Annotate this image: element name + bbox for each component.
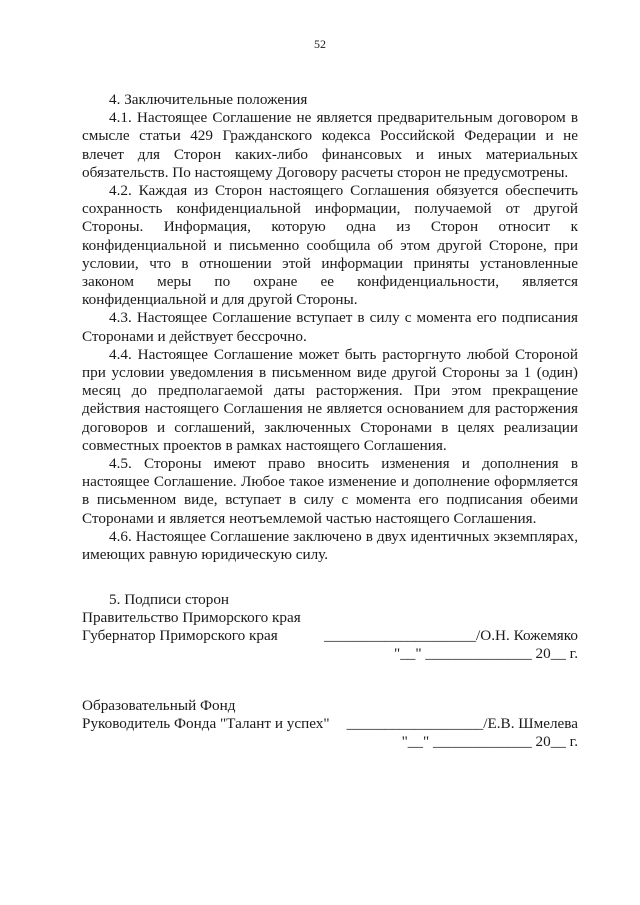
- org-name: Правительство Приморского края: [82, 609, 301, 626]
- paragraph-4-4: 4.4. Настоящее Соглашение может быть расторгнуто любой Стороной при условии уведомления в письменном виде другой Стороны за 1 (один) месяц до предполагаемой даты расторжения. При этом прекращение действия настоящего Соглашения не является основанием для расторжения договоров и соглашений, заключенных Сторонами в целях реализации совместных проектов в рамках настоящего Соглашения.: [82, 345, 578, 454]
- paragraph-4-2: 4.2. Каждая из Сторон настоящего Соглашения обязуется обеспечить сохранность конфиденциальной информации, получаемой от другой Стороны. Информация, которую одна из Сторон относит к конфиденциальной и письменно сообщила об этом другой Стороне, при условии, что в отношении этой информации приняты установленные законом меры по охране ее конфиденциальности, является конфиденциальной и для другой Стороны.: [82, 182, 578, 309]
- date-line: [82, 733, 578, 751]
- signature-date: "__" ______________ 20__ г.: [394, 645, 578, 663]
- page-number: 52: [314, 37, 326, 51]
- paragraph-4-6: 4.6. Настоящее Соглашение заключено в двух идентичных экземплярах, имеющих равную юридическую силу.: [82, 527, 578, 564]
- signature-block-fund: [82, 697, 578, 752]
- paragraph-4-3: 4.3. Настоящее Соглашение вступает в силу с момента его подписания Сторонами и действует бессрочно.: [82, 309, 578, 345]
- section-5-heading: 5. Подписи сторон: [109, 591, 230, 609]
- org-line: [82, 609, 578, 627]
- main-content: [82, 91, 578, 609]
- paragraph-4-5: 4.5. Стороны имеют право вносить изменения и дополнения в настоящее Соглашение. Любое такое изменение и дополнение оформляется в письменном виде, вступает в силу с момента его подписания обеими Сторонами и является неотъемлемой частью настоящего Соглашения.: [82, 455, 578, 527]
- signature-line: __________________/Е.В. Шмелева: [346, 715, 578, 733]
- signer-position: Руководитель Фонда "Талант и успех": [82, 715, 330, 733]
- position-line: [82, 715, 578, 733]
- signature-block-government: [82, 609, 578, 664]
- org-name: Образовательный Фонд: [82, 697, 236, 714]
- signer-position: Губернатор Приморского края: [82, 627, 278, 645]
- org-line: [82, 697, 578, 715]
- paragraph-4-1: 4.1. Настоящее Соглашение не является предварительным договором в смысле статьи 429 Гражданского кодекса Российской Федерации и не влечет для Сторон каких-либо финансовых и иных материальных обязательств. По настоящему Договору расчеты сторон не предусмотрены.: [82, 109, 578, 181]
- section-4-heading: 4. Заключительные положения: [109, 91, 308, 108]
- position-line: [82, 627, 578, 645]
- date-line: [82, 645, 578, 663]
- signature-date: "__" _____________ 20__ г.: [401, 733, 578, 751]
- signature-line: ____________________/О.Н. Кожемяко: [324, 627, 578, 645]
